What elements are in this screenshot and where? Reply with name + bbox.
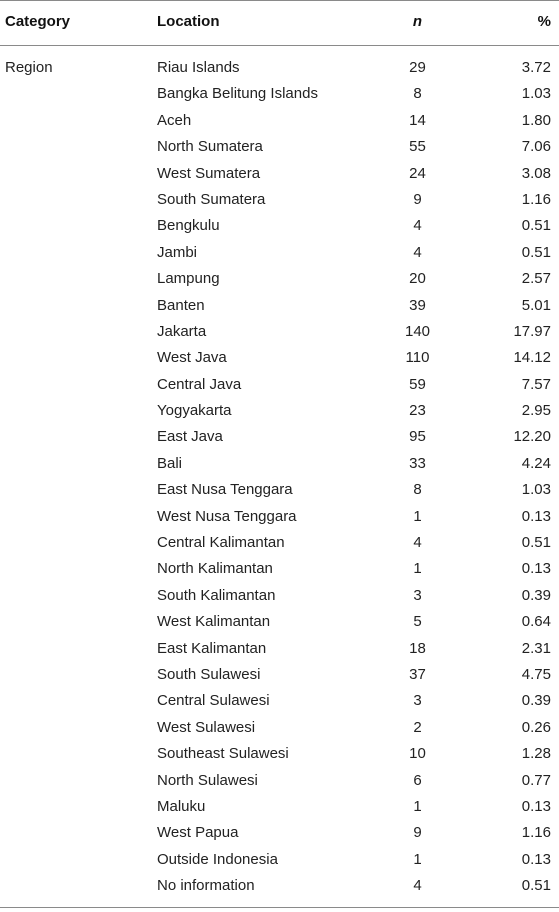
cell-location: North Sumatera (157, 138, 263, 156)
table-row (0, 741, 559, 767)
cell-percent: 14.12 (513, 349, 551, 367)
table-row (0, 530, 559, 556)
cell-n: 4 (413, 877, 422, 895)
cell-percent: 4.24 (521, 454, 551, 472)
cell-percent: 0.13 (521, 560, 551, 578)
cell-location: Banten (157, 296, 205, 314)
cell-n: 59 (409, 375, 426, 393)
table-header-row (0, 0, 559, 45)
cell-percent: 1.80 (521, 111, 551, 129)
cell-location: East Kalimantan (157, 639, 267, 657)
table-row (0, 504, 559, 530)
cell-n: 140 (404, 322, 431, 340)
cell-percent: 3.72 (521, 59, 551, 76)
cell-n: 9 (413, 190, 422, 208)
header-percent: % (537, 13, 551, 30)
cell-percent: 1.03 (521, 85, 551, 103)
cell-location: West Sulawesi (157, 718, 256, 736)
table-row (0, 81, 559, 107)
cell-percent: 0.39 (521, 586, 551, 604)
category-label: Region (5, 59, 53, 76)
cell-n: 1 (413, 560, 422, 578)
table-row (0, 266, 559, 292)
cell-percent: 1.28 (521, 745, 551, 763)
table-row (0, 451, 559, 477)
cell-percent: 1.16 (521, 190, 551, 208)
table-row (0, 398, 559, 424)
cell-percent: 3.08 (521, 164, 551, 182)
cell-location: Central Sulawesi (157, 692, 270, 710)
cell-location: Lampung (157, 270, 220, 288)
table-bottom-rule (0, 907, 559, 908)
cell-location: East Java (157, 428, 223, 446)
cell-percent: 1.03 (521, 481, 551, 499)
table-row (0, 636, 559, 662)
table-row (0, 345, 559, 371)
cell-location: West Papua (157, 824, 239, 842)
cell-n: 4 (413, 534, 422, 552)
cell-n: 9 (413, 824, 422, 842)
cell-location: Jakarta (157, 322, 207, 340)
cell-n: 37 (409, 665, 426, 683)
cell-n: 29 (409, 59, 426, 76)
table-row (0, 240, 559, 266)
cell-location: South Sulawesi (157, 665, 261, 683)
cell-n: 23 (409, 402, 426, 420)
table-row (0, 847, 559, 873)
cell-percent: 17.97 (513, 322, 551, 340)
table-header-rule (0, 45, 559, 46)
table-row (0, 424, 559, 450)
cell-percent: 0.39 (521, 692, 551, 710)
cell-n: 24 (409, 164, 426, 182)
table-row (0, 319, 559, 345)
cell-n: 14 (409, 111, 426, 129)
table-row (0, 213, 559, 239)
table-row (0, 556, 559, 582)
cell-location: Yogyakarta (157, 402, 232, 420)
cell-n: 95 (409, 428, 426, 446)
cell-location: East Nusa Tenggara (157, 481, 293, 499)
cell-location: West Nusa Tenggara (157, 507, 297, 525)
cell-location: Bengkulu (157, 217, 220, 235)
cell-location: North Kalimantan (157, 560, 273, 578)
table-row (0, 161, 559, 187)
cell-n: 8 (413, 85, 422, 103)
table-row (0, 609, 559, 635)
cell-n: 33 (409, 454, 426, 472)
cell-percent: 0.13 (521, 797, 551, 815)
cell-percent: 1.16 (521, 824, 551, 842)
cell-n: 1 (413, 850, 422, 868)
cell-location: South Kalimantan (157, 586, 276, 604)
table-row (0, 583, 559, 609)
cell-location: West Java (157, 349, 227, 367)
cell-location: North Sulawesi (157, 771, 258, 789)
cell-n: 110 (405, 349, 430, 367)
cell-location: Bali (157, 454, 183, 472)
cell-percent: 0.26 (521, 718, 551, 736)
cell-n: 39 (409, 296, 426, 314)
cell-location: No information (157, 877, 255, 895)
cell-percent: 0.51 (521, 243, 551, 261)
table-row (0, 688, 559, 714)
cell-n: 3 (413, 586, 422, 604)
cell-percent: 0.64 (521, 613, 551, 631)
cell-n: 55 (409, 138, 426, 156)
cell-percent: 0.51 (521, 877, 551, 895)
cell-percent: 2.95 (521, 402, 551, 420)
cell-location: Riau Islands (157, 59, 240, 76)
cell-percent: 7.06 (521, 138, 551, 156)
cell-location: Outside Indonesia (157, 850, 278, 868)
table-row (0, 134, 559, 160)
cell-percent: 0.13 (521, 507, 551, 525)
cell-location: South Sumatera (157, 190, 266, 208)
cell-percent: 0.13 (521, 850, 551, 868)
cell-n: 4 (413, 217, 422, 235)
table-row (0, 477, 559, 503)
cell-location: Bangka Belitung Islands (157, 85, 318, 103)
cell-percent: 0.51 (521, 217, 551, 235)
table-row (0, 794, 559, 820)
cell-n: 8 (413, 481, 422, 499)
cell-percent: 7.57 (521, 375, 551, 393)
table-row (0, 873, 559, 899)
cell-percent: 0.77 (521, 771, 551, 789)
table-row (0, 293, 559, 319)
table-row (0, 372, 559, 398)
table-row (0, 820, 559, 846)
cell-n: 5 (413, 613, 422, 631)
cell-n: 20 (409, 270, 426, 288)
header-n: n (412, 13, 423, 30)
table-row (0, 715, 559, 741)
header-location: Location (157, 13, 220, 30)
cell-percent: 0.51 (521, 534, 551, 552)
cell-n: 18 (409, 639, 426, 657)
header-category: Category (5, 13, 71, 30)
cell-percent: 2.57 (521, 270, 551, 288)
table-body (0, 55, 559, 900)
table-row (0, 768, 559, 794)
table-row (0, 55, 559, 81)
cell-n: 2 (413, 718, 422, 736)
cell-n: 1 (413, 507, 422, 525)
cell-percent: 12.20 (513, 428, 551, 446)
cell-location: West Sumatera (157, 164, 261, 182)
cell-location: Central Kalimantan (157, 534, 285, 552)
cell-percent: 2.31 (521, 639, 551, 657)
cell-n: 1 (413, 797, 422, 815)
cell-percent: 4.75 (521, 665, 551, 683)
cell-location: Central Java (157, 375, 242, 393)
cell-location: Southeast Sulawesi (157, 745, 289, 763)
table-row (0, 662, 559, 688)
cell-location: Jambi (157, 243, 198, 261)
cell-location: Maluku (157, 797, 206, 815)
table-row (0, 108, 559, 134)
cell-location: West Kalimantan (157, 613, 271, 631)
cell-percent: 5.01 (521, 296, 551, 314)
cell-n: 10 (409, 745, 426, 763)
table-row (0, 187, 559, 213)
cell-n: 6 (413, 771, 422, 789)
cell-n: 4 (413, 243, 422, 261)
cell-location: Aceh (157, 111, 192, 129)
cell-n: 3 (413, 692, 422, 710)
